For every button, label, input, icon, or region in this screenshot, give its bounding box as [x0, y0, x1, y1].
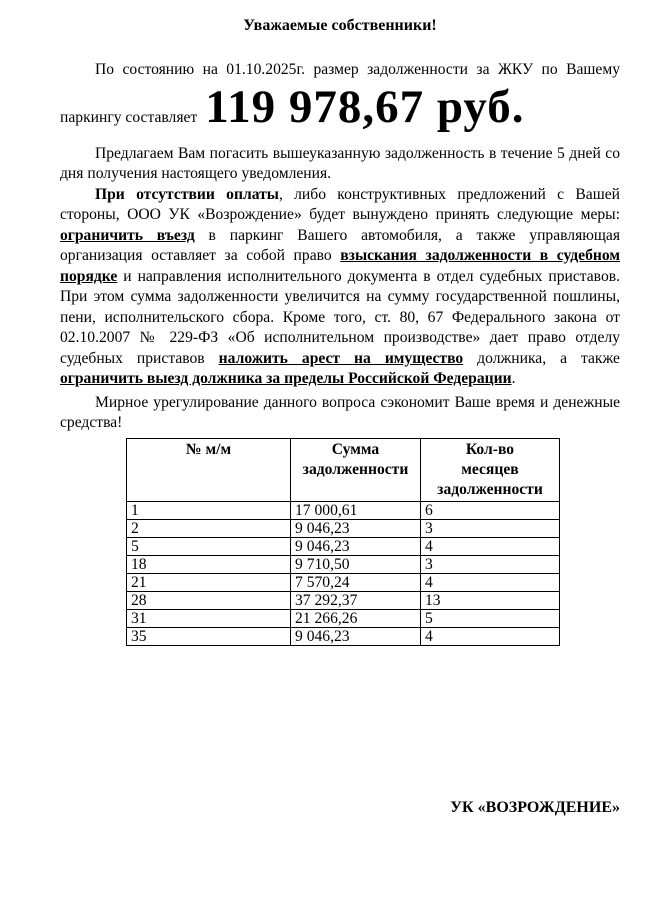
- run-text-7: должника, а также: [463, 349, 620, 367]
- run-travel-ban: ограничить выезд должника за пределы Российской Федерации: [60, 370, 512, 387]
- table-row: [127, 573, 560, 591]
- header-cell-debt-sum: [291, 438, 421, 501]
- debt-amount-prefix: паркингу составляет: [60, 108, 198, 126]
- peaceful-settlement-paragraph: Мирное урегулирование данного вопроса сэкономит Ваше время и денежные средства!: [60, 393, 620, 431]
- run-court-collection: взыскания задолженности в судебном порядке: [60, 247, 620, 285]
- header-cell-parking-number: [127, 438, 291, 501]
- cell-months: 5: [421, 609, 560, 627]
- cell-months: 6: [421, 501, 560, 519]
- repayment-proposal-paragraph: Предлагаем Вам погасить вышеуказанную задолженность в течение 5 дней со дня получения настоящего уведомления.: [60, 144, 620, 182]
- table-row: [127, 537, 560, 555]
- header-line: Кол-во: [465, 440, 515, 458]
- header-line: № м/м: [185, 440, 232, 458]
- run-property-arrest: наложить арест на имущество: [218, 349, 464, 367]
- cell-debt-sum: 17 000,61: [291, 501, 421, 519]
- cell-parking-number: 5: [127, 537, 291, 555]
- table-row: [127, 591, 560, 609]
- cell-debt-sum: 37 292,37: [291, 591, 421, 609]
- run-text-9: .: [511, 370, 516, 387]
- table-row: [127, 555, 560, 573]
- header-line: задолженности: [302, 460, 409, 478]
- debt-table-body: [127, 501, 560, 645]
- debt-statement-line: По состоянию на 01.10.2025г. размер задолженности за ЖКУ по Вашему: [95, 61, 620, 78]
- table-row: [127, 501, 560, 519]
- cell-months: 4: [421, 537, 560, 555]
- cell-parking-number: 31: [127, 609, 291, 627]
- cell-months: 4: [421, 627, 560, 645]
- run-no-payment: При отсутствии оплаты: [95, 185, 279, 203]
- debt-amount-line: [60, 81, 620, 144]
- cell-debt-sum: 9 046,23: [291, 537, 421, 555]
- header-cell-months-count: [421, 438, 560, 501]
- run-restrict-entry: ограничить въезд: [60, 226, 195, 244]
- debt-amount-value: 119 978,67 руб.: [205, 80, 525, 133]
- cell-parking-number: 1: [127, 501, 291, 519]
- cell-debt-sum: 9 046,23: [291, 519, 421, 537]
- debt-table-header: [127, 438, 560, 501]
- cell-parking-number: 35: [127, 627, 291, 645]
- cell-parking-number: 21: [127, 573, 291, 591]
- run-text-1: , либо конструктивных предложений с Вашей стороны, ООО УК «Возрождение» будет вынуждено принять следующие меры:: [60, 185, 620, 223]
- debt-table: [126, 438, 560, 646]
- cell-months: 3: [421, 519, 560, 537]
- letter-title: Уважаемые собственники!: [243, 17, 437, 34]
- table-row: [127, 627, 560, 645]
- header-line: Сумма: [331, 440, 380, 458]
- cell-months: 3: [421, 555, 560, 573]
- run-text-3: в паркинг Вашего автомобиля, а также управляющая организация оставляет за собой право: [60, 226, 620, 264]
- table-row: [127, 519, 560, 537]
- header-line: месяцев: [461, 460, 519, 478]
- cell-months: 13: [421, 591, 560, 609]
- cell-parking-number: 2: [127, 519, 291, 537]
- cell-parking-number: 28: [127, 591, 291, 609]
- cell-months: 4: [421, 573, 560, 591]
- cell-debt-sum: 21 266,26: [291, 609, 421, 627]
- consequences-paragraph: [60, 185, 620, 390]
- header-line: задолженности: [437, 480, 543, 498]
- run-text-5: и направления исполнительного документа в отдел судебных приставов. При этом сумма задолженности увеличится на сумму государственной пошлины, пени, исполнительского сбора. Кроме того, ст. 80, 67 Федерального закона от 02.10.2007 № 229-ФЗ «Об исполнительном производстве» дает право отделу судебных приставов: [60, 267, 620, 367]
- cell-debt-sum: 7 570,24: [291, 573, 421, 591]
- cell-debt-sum: 9 046,23: [291, 627, 421, 645]
- signature: УК «ВОЗРОЖДЕНИЕ»: [450, 798, 620, 816]
- table-header-row: [127, 438, 560, 501]
- cell-parking-number: 18: [127, 555, 291, 573]
- cell-debt-sum: 9 710,50: [291, 555, 421, 573]
- table-row: [127, 609, 560, 627]
